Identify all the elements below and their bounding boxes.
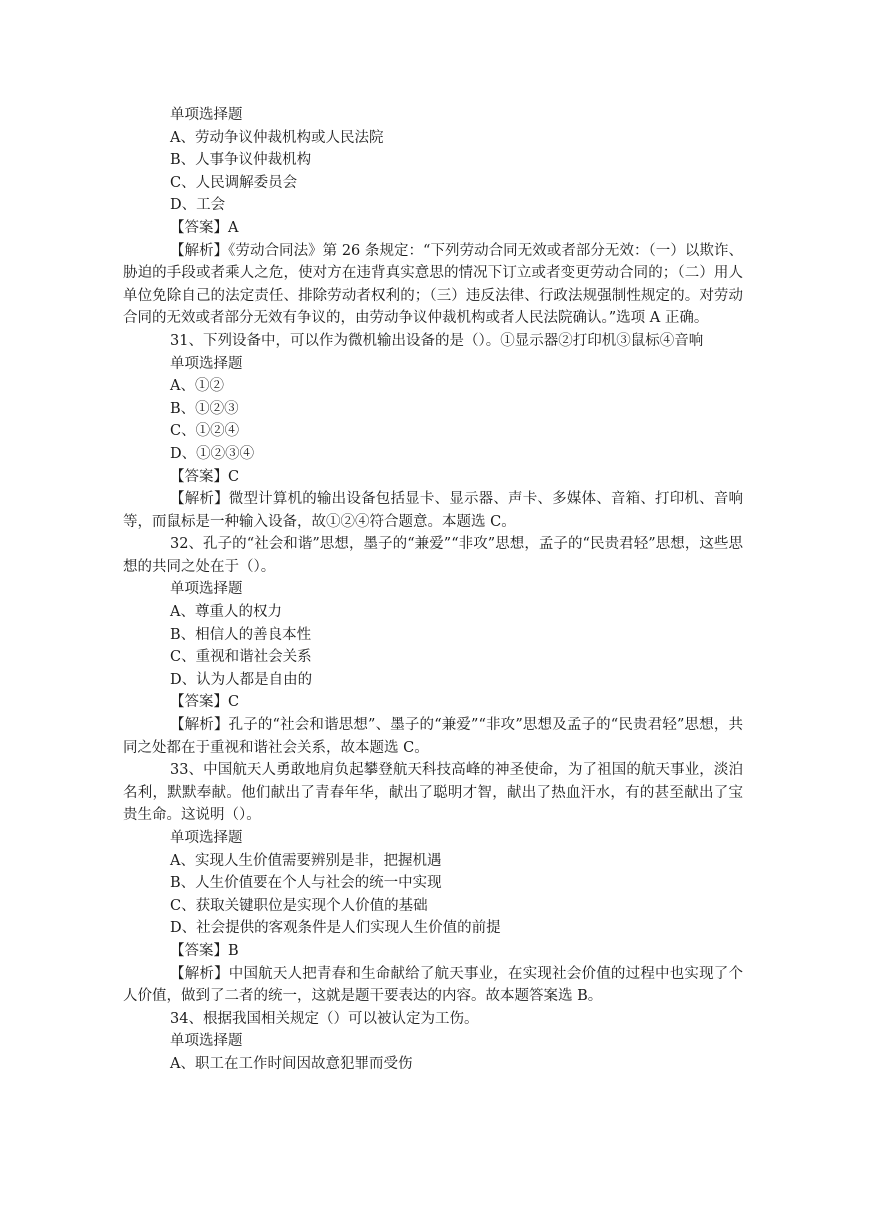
answer: 【答案】A — [170, 219, 239, 236]
answer: 【答案】C — [170, 468, 240, 485]
analysis: 【解析】中国航天人把青春和生命献给了航天事业，在实现社会价值的过程中也实现了个人价值，做到了二者的统一，这就是题干要表达的内容。故本题答案选 B。 — [123, 965, 743, 1005]
document-content — [123, 104, 743, 1076]
analysis: 【解析】微型计算机的输出设备包括显卡、显示器、声卡、多媒体、音箱、打印机、音响等，而鼠标是一种输入设备，故①②④符合题意。本题选 C。 — [123, 491, 743, 530]
analysis: 【解析】《劳动合同法》第 26 条规定：“下列劳动合同无效或者部分无效：（一）以欺诈、胁迫的手段或者乘人之危，使对方在违背真实意思的情况下订立或者变更劳动合同的；（二）用人单位免除自己的法定责任、排除劳动者权利的；（三）违反法律、行政法规强制性规定的。对劳动合同的无效或者部分无效有争议的，由劳动争议仲裁机构或者人民法院确认。”选项 A 正确。 — [123, 242, 743, 327]
option-c: C、①②④ — [170, 423, 240, 440]
option-b: B、人事争议仲裁机构 — [170, 152, 312, 169]
question-type: 单项选择题 — [170, 355, 243, 372]
answer: 【答案】B — [170, 942, 239, 959]
question-type: 单项选择题 — [170, 830, 243, 846]
question-31 — [123, 330, 743, 533]
question-33 — [123, 759, 743, 1008]
option-b: B、人生价值要在个人与社会的统一中实现 — [170, 875, 442, 892]
question-type: 单项选择题 — [170, 581, 243, 598]
option-d: D、社会提供的客观条件是人们实现人生价值的前提 — [170, 920, 501, 937]
option-a: A、职工在工作时间因故意犯罪而受伤 — [170, 1055, 413, 1072]
question-type: 单项选择题 — [170, 107, 243, 123]
question-30 — [123, 104, 743, 330]
option-d: D、工会 — [170, 197, 226, 214]
option-b: B、相信人的善良本性 — [170, 626, 312, 643]
answer: 【答案】C — [170, 694, 240, 711]
option-c: C、获取关键职位是实现个人价值的基础 — [170, 897, 428, 914]
analysis: 【解析】孔子的“社会和谐思想”、墨子的“兼爱”“非攻”思想及孟子的“民贵君轻”思想，共同之处都在于重视和谐社会关系，故本题选 C。 — [123, 717, 743, 756]
question-type: 单项选择题 — [170, 1033, 243, 1050]
question-text: 32、孔子的“社会和谐”思想，墨子的“兼爱”“非攻”思想，孟子的“民贵君轻”思想，这些思想的共同之处在于（）。 — [123, 536, 743, 575]
option-a: A、实现人生价值需要辨别是非，把握机遇 — [170, 852, 442, 869]
question-text: 33、中国航天人勇敢地肩负起攀登航天科技高峰的神圣使命，为了祖国的航天事业，淡泊名利，默默奉献。他们献出了青春年华，献出了聪明才智，献出了热血汗水，有的甚至献出了宝贵生命。这说明（）。 — [123, 762, 743, 824]
option-d: D、认为人都是自由的 — [170, 671, 313, 688]
option-c: C、人民调解委员会 — [170, 174, 298, 191]
question-34 — [123, 1008, 743, 1076]
option-d: D、①②③④ — [170, 445, 255, 462]
question-32 — [123, 533, 743, 759]
option-c: C、重视和谐社会关系 — [170, 649, 312, 666]
question-text: 34、根据我国相关规定（）可以被认定为工伤。 — [170, 1010, 479, 1027]
option-a: A、①② — [170, 378, 224, 395]
question-text: 31、下列设备中，可以作为微机输出设备的是（）。①显示器②打印机③鼠标④音响 — [170, 332, 704, 349]
option-a: A、尊重人的权力 — [170, 604, 282, 621]
option-b: B、①②③ — [170, 400, 239, 417]
option-a: A、劳动争议仲裁机构或人民法院 — [170, 129, 384, 146]
